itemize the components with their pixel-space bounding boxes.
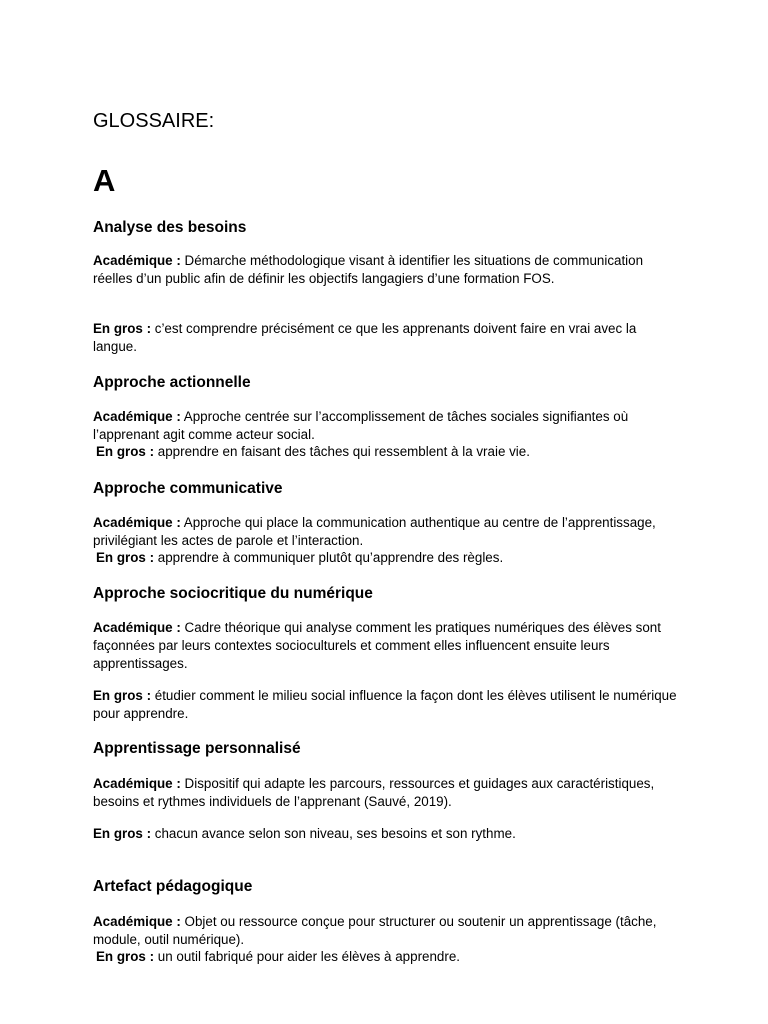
academic-label: Académique : bbox=[93, 620, 181, 635]
academic-text: Objet ou ressource conçue pour structurer ou soutenir un apprentissage (tâche, module, outil numérique). bbox=[93, 914, 657, 947]
simple-label: En gros : bbox=[93, 688, 152, 703]
simple-label: En gros : bbox=[93, 321, 152, 336]
academic-label: Académique : bbox=[93, 515, 181, 530]
simple-label: En gros : bbox=[96, 550, 155, 565]
simple-text: c’est comprendre précisément ce que les apprenants doivent faire en vrai avec la langue. bbox=[93, 321, 637, 354]
term-heading: Artefact pédagogique bbox=[93, 878, 253, 895]
simple-text: apprendre en faisant des tâches qui ressemblent à la vraie vie. bbox=[157, 444, 530, 459]
academic-label: Académique : bbox=[93, 253, 181, 268]
simple-text: étudier comment le milieu social influence la façon dont les élèves utilisent le numérique pour apprendre. bbox=[93, 688, 677, 721]
simple-definition bbox=[93, 825, 683, 843]
simple-label: En gros : bbox=[93, 826, 152, 841]
term-heading: Approche sociocritique du numérique bbox=[93, 585, 373, 602]
simple-text: apprendre à communiquer plutôt qu’apprendre des règles. bbox=[157, 550, 504, 565]
academic-label: Académique : bbox=[93, 409, 181, 424]
term-heading: Analyse des besoins bbox=[93, 219, 247, 236]
academic-text: Approche qui place la communication authentique au centre de l’apprentissage, privilégiant les actes de parole et l’interaction. bbox=[93, 515, 656, 548]
academic-definition bbox=[93, 619, 683, 673]
academic-definition bbox=[93, 408, 683, 444]
academic-label: Académique : bbox=[93, 776, 181, 791]
section-letter-heading: A bbox=[93, 163, 116, 198]
academic-label: Académique : bbox=[93, 914, 181, 929]
simple-definition bbox=[93, 320, 683, 356]
term-heading: Approche actionnelle bbox=[93, 374, 251, 391]
academic-definition bbox=[93, 252, 683, 288]
term-heading: Approche communicative bbox=[93, 480, 283, 497]
simple-text: chacun avance selon son niveau, ses besoins et son rythme. bbox=[154, 826, 516, 841]
academic-text: Démarche méthodologique visant à identifier les situations de communication réelles d’un public afin de définir les objectifs langagiers d’une formation FOS. bbox=[93, 253, 644, 286]
academic-text: Dispositif qui adapte les parcours, ressources et guidages aux caractéristiques, besoins et rythmes individuels de l’apprenant (Sauvé, 2019). bbox=[93, 776, 655, 809]
simple-label: En gros : bbox=[96, 949, 155, 964]
simple-text: un outil fabriqué pour aider les élèves à apprendre. bbox=[157, 949, 460, 964]
simple-definition bbox=[93, 443, 683, 461]
term-heading: Apprentissage personnalisé bbox=[93, 740, 301, 757]
simple-definition bbox=[93, 549, 683, 567]
academic-text: Cadre théorique qui analyse comment les pratiques numériques des élèves sont façonnées par leurs contextes socioculturels et comment elles influencent ensuite leurs apprentissages. bbox=[93, 620, 661, 671]
simple-definition bbox=[93, 948, 683, 966]
academic-definition bbox=[93, 775, 683, 811]
page-title: GLOSSAIRE: bbox=[93, 110, 215, 132]
simple-definition bbox=[93, 687, 683, 723]
academic-text: Approche centrée sur l’accomplissement de tâches sociales signifiantes où l’apprenant agit comme acteur social. bbox=[93, 409, 629, 442]
academic-definition bbox=[93, 913, 683, 949]
academic-definition bbox=[93, 514, 683, 550]
simple-label: En gros : bbox=[96, 444, 155, 459]
